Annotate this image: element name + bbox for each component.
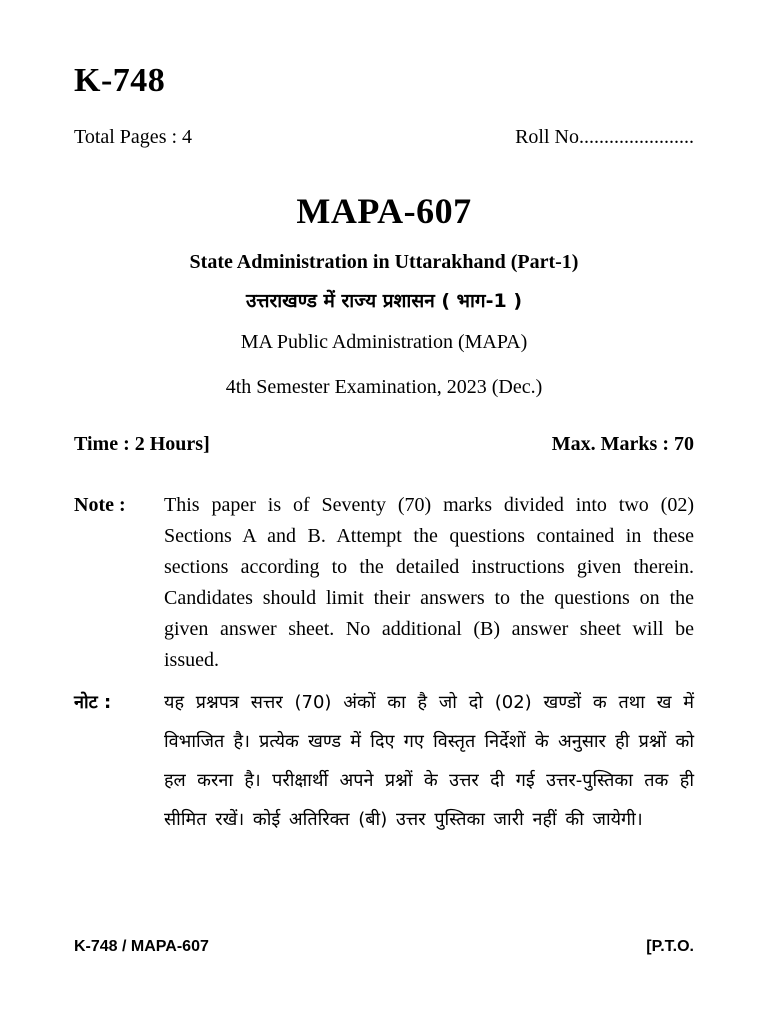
roll-dots: ...................... bbox=[584, 126, 694, 148]
roll-number bbox=[515, 126, 694, 149]
note-hindi bbox=[74, 683, 694, 839]
paper-title: MAPA-607 bbox=[296, 191, 472, 231]
max-marks: Max. Marks : 70 bbox=[551, 433, 694, 455]
roll-label: Roll No. bbox=[515, 126, 584, 148]
subject-hindi: उत्तराखण्ड में राज्य प्रशासन ( भाग-1 ) bbox=[245, 290, 523, 312]
note-label-en: Note : bbox=[74, 494, 126, 516]
meta-row bbox=[74, 126, 694, 149]
time-allowed: Time : 2 Hours] bbox=[74, 433, 210, 455]
note-text-hi: यह प्रश्नपत्र सत्तर (70) अंकों का है जो दो (02) खण्डों क तथा ख में विभाजित है। प्रत्येक खण्ड में दिए गए विस्तृत निर्देशों के अनुसार ही प्रश्नों को हल करना है। परीक्षार्थी अपने प्रश्नों के उत्तर दी गई उत्तर-पुस्तिका तक ही सीमित रखें। कोई अतिरिक्त (बी) उत्तर पुस्तिका जारी नहीं की जायेगी। bbox=[164, 692, 694, 830]
note-label-hi: नोट : bbox=[74, 692, 112, 713]
program-name: MA Public Administration (MAPA) bbox=[240, 331, 528, 353]
note-english bbox=[74, 490, 694, 676]
total-pages: Total Pages : 4 bbox=[74, 126, 193, 148]
note-text-en: This paper is of Seventy (70) marks divided into two (02) Sections A and B. Attempt the questions contained in these sections according to the detailed instructions given therein. Candidates should limit their answers to the questions on the given answer sheet. No additional (B) answer sheet will be issued. bbox=[164, 494, 694, 671]
footer-code: K-748 / MAPA-607 bbox=[74, 938, 209, 955]
footer-pto: [P.T.O. bbox=[646, 938, 694, 955]
paper-code: K-748 bbox=[74, 62, 166, 99]
time-marks-row bbox=[74, 433, 694, 456]
page-footer bbox=[74, 938, 694, 956]
exam-name: 4th Semester Examination, 2023 (Dec.) bbox=[225, 376, 543, 398]
subject-english: State Administration in Uttarakhand (Part-1) bbox=[189, 251, 579, 273]
